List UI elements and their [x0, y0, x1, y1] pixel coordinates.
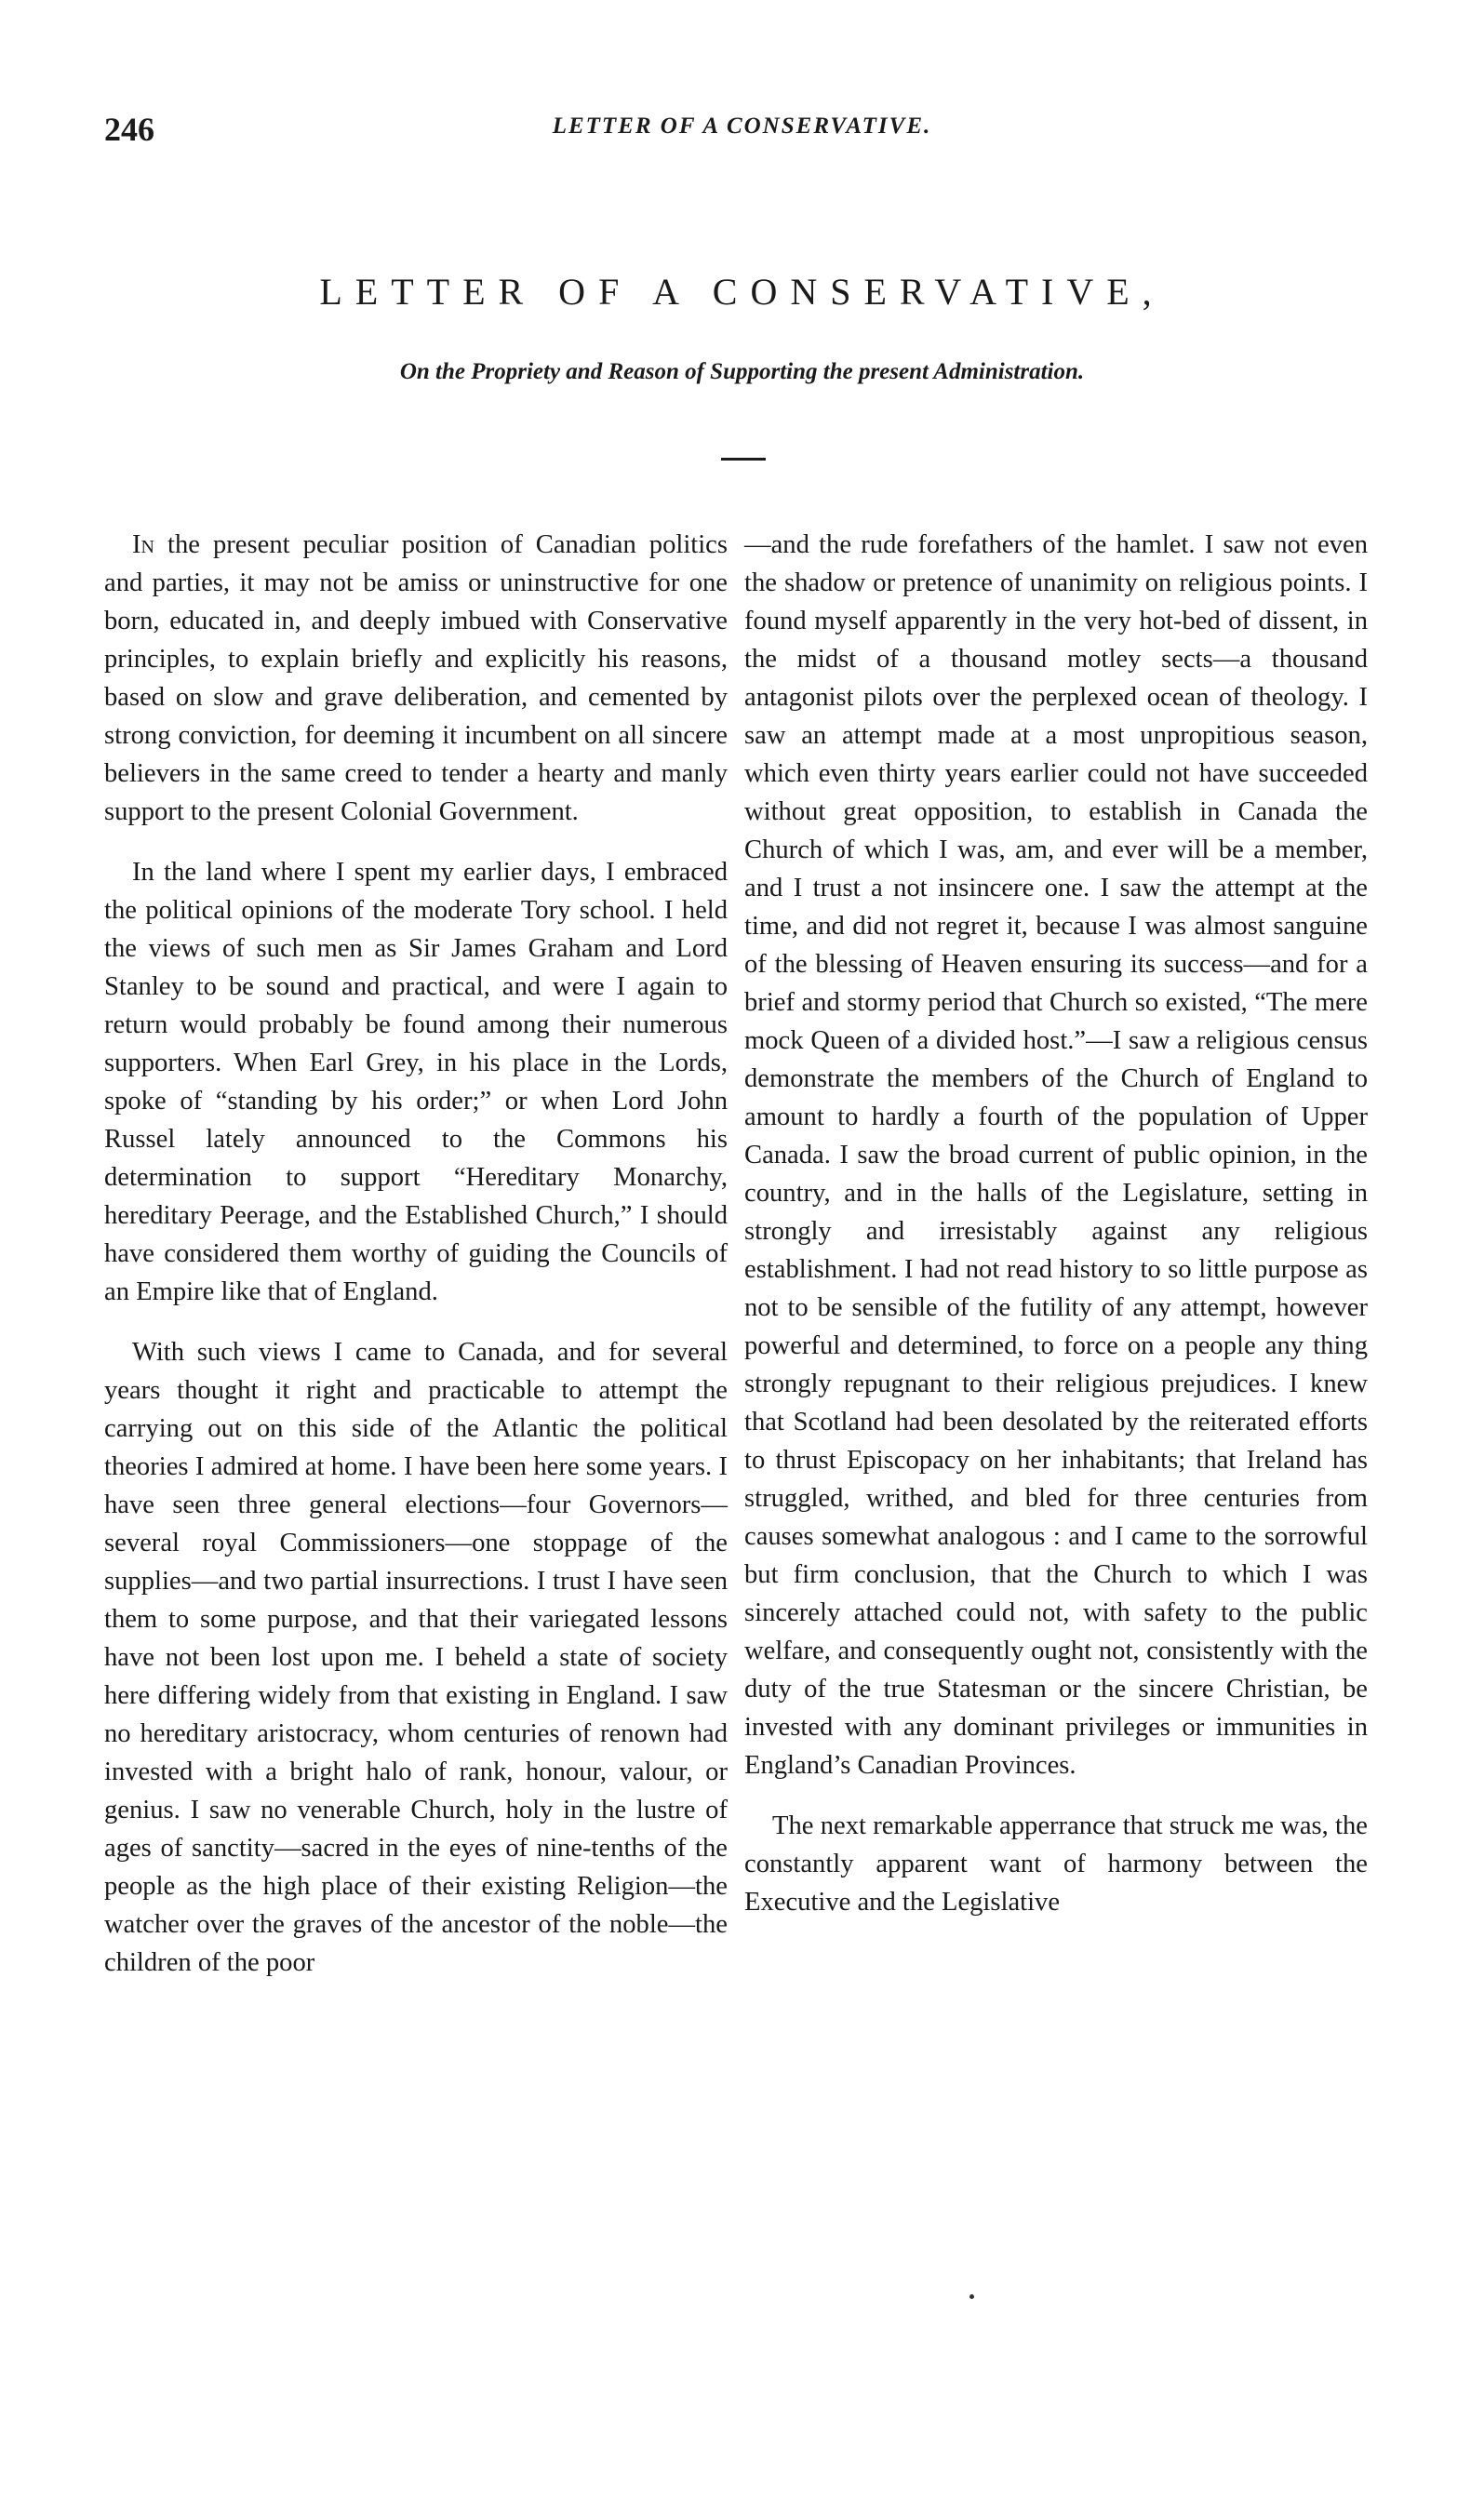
left-column: [104, 526, 728, 1982]
article-subtitle: On the Propriety and Reason of Supporting the present Administration.: [399, 359, 1085, 384]
paragraph-text: the present peculiar position of Canadian politics and parties, it may not be amiss or uninstructive for one born, educated in, and deeply imbued with Conservative principles, to explain briefly and explicitly his reasons, based on slow and grave deliberation, and cemented by strong conviction, for deeming it incumbent on all sincere believers in the same creed to tender a hearty and manly support to the present Colonial Government.: [104, 530, 728, 826]
right-column: [744, 526, 1368, 1921]
print-mark: [969, 2294, 974, 2299]
paragraph: [104, 526, 728, 831]
paragraph: In the land where I spent my earlier days, I embraced the political opinions of the moderate Tory school. I held the views of such men as Sir James Graham and Lord Stanley to be sound and practical, and were I again to return would probably be found among their numerous supporters. When Earl Grey, in his place in the Lords, spoke of “standing by his order;” or when Lord John Russel lately announced to the Commons his determination to support “Hereditary Monarchy, hereditary Peerage, and the Established Church,” I should have considered them worthy of guiding the Councils of an Empire like that of England.: [104, 858, 728, 1306]
article-title: LETTER OF A CONSERVATIVE,: [319, 271, 1165, 313]
paragraph-continued: —and the rude forefathers of the hamlet. I saw not even the shadow or pretence of unanimity on religious points. I found myself apparently in the very hot-bed of dissent, in the midst of a thousand motley sects—a thousand antagonist pilots over the perplexed ocean of theology. I saw an attempt made at a most unpropitious season, which even thirty years earlier could not have succeeded without great opposition, to establish in Canada the Church of which I was, am, and ever will be a member, and I trust a not insincere one. I saw the attempt at the time, and did not regret it, because I was almost sanguine of the blessing of Heaven ensuring its success—and for a brief and stormy period that Church so existed, “The mere mock Queen of a divided host.”—I saw a religious census demonstrate the members of the Church of England to amount to hardly a fourth of the population of Upper Canada. I saw the broad current of public opinion, in the country, and in the halls of the Legislature, setting in strongly and irresistably against any religious establishment. I had not read history to so little purpose as not to be sensible of the futility of any attempt, however powerful and determined, to force on a people any thing strongly repugnant to their religious prejudices. I knew that Scotland had been desolated by the reiterated efforts to thrust Episcopacy on her inhabitants; that Ireland has struggled, writhed, and bled for three centuries from causes somewhat analogous : and I came to the sorrowful but firm conclusion, that the Church to which I was sincerely attached could not, with safety to the public welfare, and consequently ought not, consistently with the duty of the true Statesman or the sincere Christian, be invested with any dominant privileges or immunities in England’s Canadian Provinces.: [744, 530, 1368, 1780]
paragraph: With such views I came to Canada, and for several years thought it right and practicable to attempt the carrying out on this side of the Atlantic the political theories I admired at home. I have been here some years. I have seen three general elections—four Governors—several royal Commissioners—one stoppage of the supplies—and two partial insurrections. I trust I have seen them to some purpose, and that their variegated lessons have not been lost upon me. I beheld a state of society here differing widely from that existing in England. I saw no hereditary aristocracy, whom centuries of renown had invested with a bright halo of rank, honour, valour, or genius. I saw no venerable Church, holy in the lustre of ages of sanctity—sacred in the eyes of nine-tenths of the people as the high place of their existing Religion—the watcher over the graves of the ancestor of the noble—the children of the poor: [104, 1338, 728, 1977]
paragraph-initial: In: [132, 530, 154, 559]
page-number: 246: [104, 111, 154, 148]
running-title: LETTER OF A CONSERVATIVE.: [552, 114, 932, 139]
running-head: [104, 110, 1380, 147]
title-divider-rule: [721, 458, 766, 461]
paragraph: The next remarkable apperrance that struck me was, the constantly apparent want of harmony between the Executive and the Legislative: [744, 1811, 1368, 1917]
